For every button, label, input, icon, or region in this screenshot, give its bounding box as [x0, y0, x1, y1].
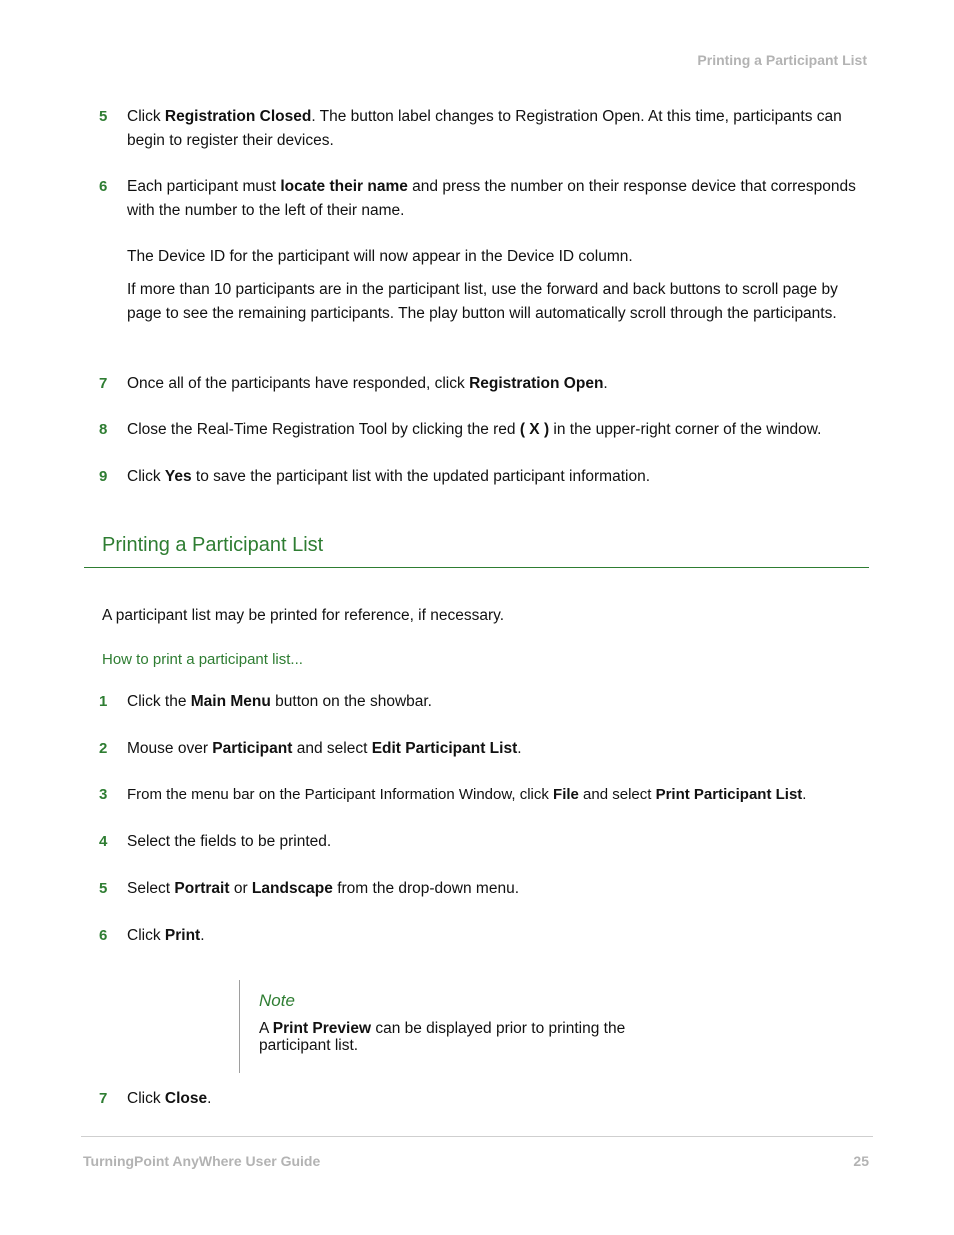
step-text-part: Each participant must [127, 178, 281, 195]
step-8-close-tool [99, 418, 874, 442]
note-text-part: A [259, 1020, 273, 1037]
step-text-part: . [207, 1090, 212, 1107]
step-text-part: Click [127, 927, 165, 944]
step-number: 9 [99, 468, 108, 485]
procedure-heading: How to print a participant list... [102, 651, 303, 668]
step-text-part: Once all of the participants have responded, click [127, 375, 470, 392]
step-text-part: . [517, 740, 522, 757]
running-header: Printing a Participant List [697, 52, 867, 68]
step-bold-term: locate their name [280, 178, 408, 195]
step-bold-term: Print [164, 927, 201, 944]
print-step-5 [99, 877, 874, 901]
step-number: 6 [99, 927, 108, 944]
section-title: Printing a Participant List [102, 534, 324, 556]
step-bold-term: File [553, 786, 579, 803]
step-number: 2 [99, 740, 108, 757]
step-text-part: and select [578, 786, 656, 803]
step-text-part: . The button label changes to Registration Open. At this time, participants can begin to register their devices. [127, 108, 842, 149]
step-bold-term: Yes [164, 468, 192, 485]
note-box [239, 980, 640, 1073]
step-text-part: Mouse over [127, 740, 213, 757]
step-text-part: Select the fields to be printed. [127, 833, 332, 850]
step-text [127, 175, 874, 223]
step-bold-term: Close [164, 1090, 208, 1107]
note-title: Note [259, 991, 295, 1010]
step-text [127, 830, 874, 854]
section-divider [84, 567, 869, 568]
step-text-part: . [603, 375, 608, 392]
step-bold-term: Registration Open [469, 375, 604, 392]
step-text-part: . [802, 786, 807, 803]
step-number: 1 [99, 693, 108, 710]
step-bold-term: Registration Closed [164, 108, 312, 125]
step-bold-term: Edit Participant List [371, 740, 518, 757]
step-bold-term: Main Menu [190, 693, 271, 710]
print-step-7 [99, 1087, 874, 1111]
step-number: 6 [99, 178, 108, 195]
step-text-part: Close the Real-Time Registration Tool by clicking the red [127, 421, 520, 438]
step-text-part: and select [292, 740, 372, 757]
step-9-save [99, 465, 874, 489]
step-text [127, 1087, 874, 1111]
step-text-part: or [229, 880, 252, 897]
step-bold-term: Participant [212, 740, 293, 757]
step-text [127, 465, 874, 489]
step-text-part: From the menu bar on the Participant Information Window, click [127, 786, 554, 803]
note-text-part: can be displayed prior to printing the participant list. [259, 1020, 626, 1054]
step-text [127, 105, 874, 153]
device-id-paragraph: The Device ID for the participant will now appear in the Device ID column. [127, 248, 633, 265]
step-number: 7 [99, 1090, 108, 1107]
page-number: 25 [853, 1153, 869, 1169]
step-7-registration-open [99, 372, 874, 396]
step-bold-term: Print Participant List [655, 786, 803, 803]
print-step-3 [99, 783, 889, 807]
step-text [127, 372, 874, 396]
step-text-part: Click [127, 1090, 165, 1107]
step-bold-term: Portrait [174, 880, 230, 897]
footer-divider [81, 1136, 873, 1137]
step-number: 5 [99, 880, 108, 897]
scroll-paragraph: If more than 10 participants are in the participant list, use the forward and back buttons to scroll page by page to see the remaining participants. The play button will automatically scroll through the participants. [127, 281, 838, 322]
step-text-part: and press the number on their response device that corresponds with the number to the left of their name. [127, 178, 856, 219]
step-text [127, 783, 889, 807]
note-bold-term: Print Preview [272, 1020, 372, 1037]
step-number: 7 [99, 375, 108, 392]
step-bold-term: ( X ) [519, 421, 550, 438]
step-text-part: Click [127, 468, 165, 485]
step-number: 4 [99, 833, 108, 850]
step-text [127, 690, 874, 714]
step-text-part: Click [127, 108, 165, 125]
print-step-1 [99, 690, 874, 714]
step-text-part: in the upper-right corner of the window. [549, 421, 822, 438]
step-number: 5 [99, 108, 108, 125]
step-text [127, 418, 874, 442]
step-text-part: button on the showbar. [270, 693, 432, 710]
step-text-part: from the drop-down menu. [332, 880, 519, 897]
step-text [127, 737, 874, 761]
step-text [127, 924, 874, 948]
step-6-locate-name [99, 175, 874, 223]
print-step-6 [99, 924, 874, 948]
step-text [127, 877, 874, 901]
section-intro: A participant list may be printed for reference, if necessary. [102, 607, 505, 624]
print-step-2 [99, 737, 874, 761]
step-text-part: . [200, 927, 205, 944]
step-text-part: Click the [127, 693, 191, 710]
step-number: 3 [99, 786, 108, 803]
note-body [259, 1020, 634, 1054]
step-number: 8 [99, 421, 108, 438]
step-text-part: Select [127, 880, 175, 897]
step-5-register-closed [99, 105, 874, 153]
step-bold-term: Landscape [251, 880, 333, 897]
footer-guide-title: TurningPoint AnyWhere User Guide [83, 1153, 321, 1169]
step-text-part: to save the participant list with the updated participant information. [191, 468, 650, 485]
print-step-4 [99, 830, 874, 854]
